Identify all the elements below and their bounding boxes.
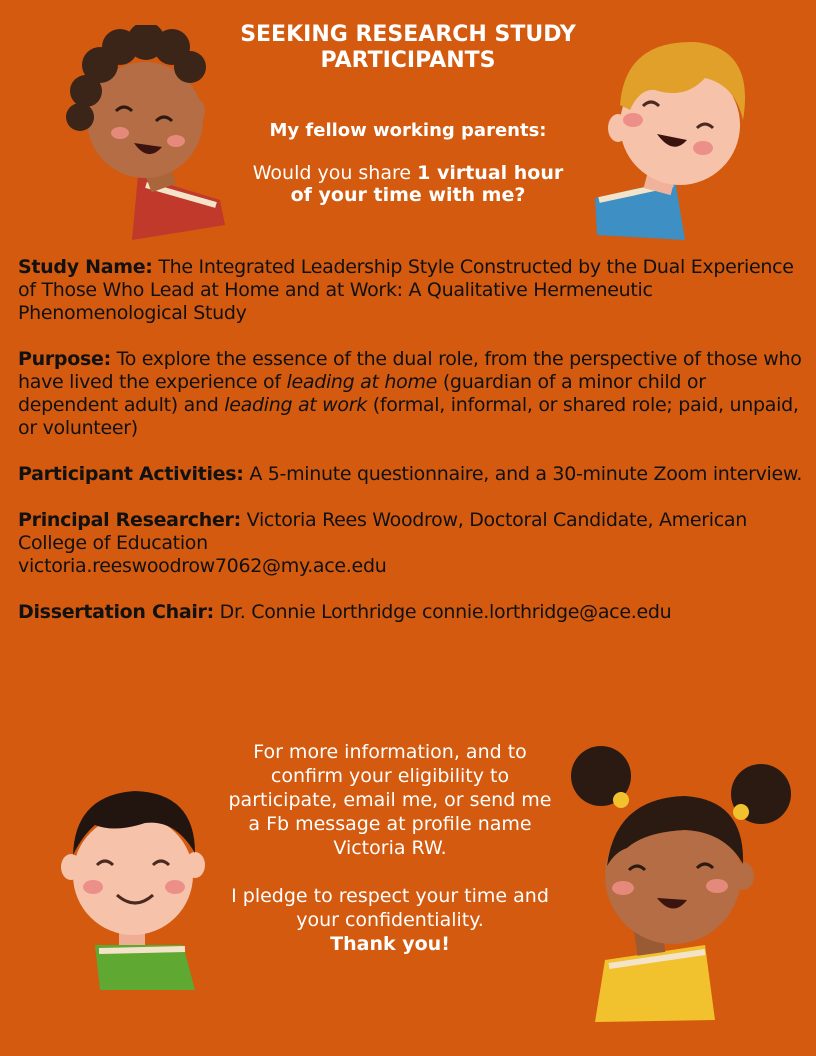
researcher-label: Principal Researcher: (18, 509, 241, 531)
purpose-text-2: (guardian of a minor child or dependent adult) and (18, 371, 706, 416)
purpose-text-1: To explore the essence of the dual role, from the perspective of those who have lived the experience of (18, 348, 802, 393)
study-name-label: Study Name: (18, 256, 153, 278)
child-illustration-puff-hair-icon (565, 740, 805, 1025)
flyer-title: SEEKING RESEARCH STUDY PARTICIPANTS (240, 22, 576, 73)
purpose-section (18, 348, 808, 440)
request-text-prefix: Would you share (252, 162, 418, 184)
closing-block (222, 740, 558, 956)
child-illustration-dark-hair-icon (45, 775, 215, 995)
request-text (240, 162, 576, 206)
researcher-section (18, 509, 808, 578)
activities-section (18, 463, 808, 486)
activities-value: A 5-minute questionnaire, and a 30-minute Zoom interview. (243, 463, 803, 485)
researcher-value: Victoria Rees Woodrow, Doctoral Candidate, American College of Education (18, 509, 747, 554)
greeting-text: My fellow working parents: (269, 120, 547, 141)
chair-section (18, 601, 808, 624)
purpose-label: Purpose: (18, 348, 111, 370)
purpose-italic-work: leading at work (224, 394, 367, 416)
pledge-text: I pledge to respect your time and your confidentiality. (231, 885, 549, 931)
study-name-value: The Integrated Leadership Style Constructed by the Dual Experience of Those Who Lead at Home and at Work: A Qualitative Hermeneutic Phenomenological Study (18, 256, 794, 324)
purpose-text-3: (formal, informal, or shared role; paid, unpaid, or volunteer) (18, 394, 799, 439)
contact-info-text: For more information, and to confirm your eligibility to participate, email me, or send me a Fb message at profile name Victoria RW. (228, 741, 552, 859)
chair-label: Dissertation Chair: (18, 601, 214, 623)
activities-label: Participant Activities: (18, 463, 244, 485)
study-name-section (18, 256, 808, 325)
chair-value: Dr. Connie Lorthridge connie.lorthridge@ace.edu (213, 601, 672, 623)
researcher-email[interactable]: victoria.reeswoodrow7062@my.ace.edu (18, 555, 387, 577)
thank-you-text: Thank you! (330, 933, 450, 955)
request-text-emphasis: 1 virtual hour of your time with me? (290, 162, 564, 206)
purpose-italic-home: leading at home (286, 371, 438, 393)
study-details (18, 256, 808, 647)
